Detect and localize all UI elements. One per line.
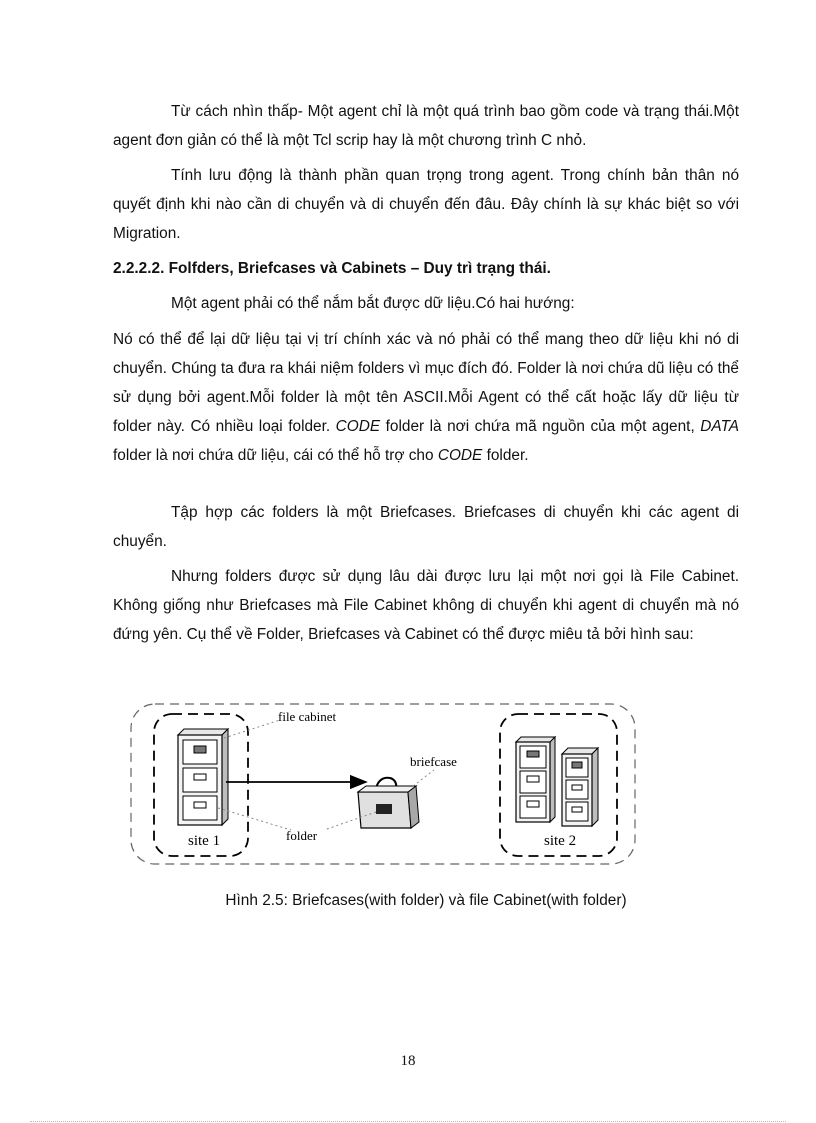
paragraph-5: Tập hợp các folders là một Briefcases. Briefcases di chuyển khi các agent di chuyển. <box>113 504 739 550</box>
folder-leader-site1 <box>218 808 291 830</box>
file-cabinet-icon-site2-left <box>516 737 555 822</box>
figure-caption: Hình 2.5: Briefcases(with folder) và file Cabinet(with folder) <box>225 892 627 909</box>
file-cabinet-icon-site2-right <box>562 748 598 826</box>
label-file-cabinet: file cabinet <box>278 709 337 724</box>
figure-diagram <box>128 700 638 868</box>
page-number: 18 <box>400 1053 416 1069</box>
paragraph-4 <box>113 325 739 470</box>
label-briefcase: briefcase <box>410 754 457 769</box>
briefcase-leader <box>413 770 434 786</box>
file-cabinet-icon <box>178 729 228 825</box>
label-folder: folder <box>286 828 318 843</box>
code-term-2: CODE <box>437 447 483 464</box>
paragraph-4-part-b: folder là nơi chứa mã nguồn của một agent, <box>380 418 701 435</box>
label-site-2: site 2 <box>544 833 577 849</box>
file-cabinet-leader <box>224 720 280 738</box>
code-term: CODE <box>335 418 381 435</box>
paragraph-4-part-d: folder. <box>482 447 529 464</box>
data-term: DATA <box>700 418 739 435</box>
section-heading: 2.2.2.2. Folfders, Briefcases và Cabinets – Duy trì trạng thái. <box>113 260 551 277</box>
paragraph-4-part-c: folder là nơi chứa dữ liệu, cái có thể hỗ trợ cho <box>113 447 438 464</box>
briefcase-icon <box>358 778 419 828</box>
paragraph-6: Nhưng folders được sử dụng lâu dài được lưu lại một nơi gọi là File Cabinet. Không giống như Briefcases mà File Cabinet không di chuyển khi agent di chuyển mà nó đứng yên. Cụ thể về Folder, Briefcases và Cabinet có thể được miêu tả bởi hình sau: <box>113 568 739 643</box>
paragraph-3: Một agent phải có thể nắm bắt được dữ liệu.Có hai hướng: <box>171 295 575 312</box>
paragraph-4-part-a: Nó có thể để lại dữ liệu tại vị trí chính xác và nó phải có thể mang theo dữ liệu khi nó di chuyển. Chúng ta đưa ra khái niệm folders vì mục đích đó. Folder là nơi chứa dũ liệu có thể sử dụng bởi agent.Mỗi folder là một tên ASCII.Mỗi Agent có thể cất hoặc lấy dữ liệu từ folder này. Có nhiều loại folder. <box>113 331 739 435</box>
paragraph-1: Từ cách nhìn thấp- Một agent chỉ là một quá trình bao gồm code và trạng thái.Một agent đơn giản có thể là một Tcl scrip hay là một chương trình C nhỏ. <box>113 103 739 149</box>
footer-divider <box>30 1121 786 1122</box>
paragraph-2: Tính lưu động là thành phần quan trọng trong agent. Trong chính bản thân nó quyết định khi nào cần di chuyển và di chuyển đến đâu. Đây chính là sự khác biệt so với Migration. <box>113 167 739 242</box>
label-site-1: site 1 <box>188 833 221 849</box>
